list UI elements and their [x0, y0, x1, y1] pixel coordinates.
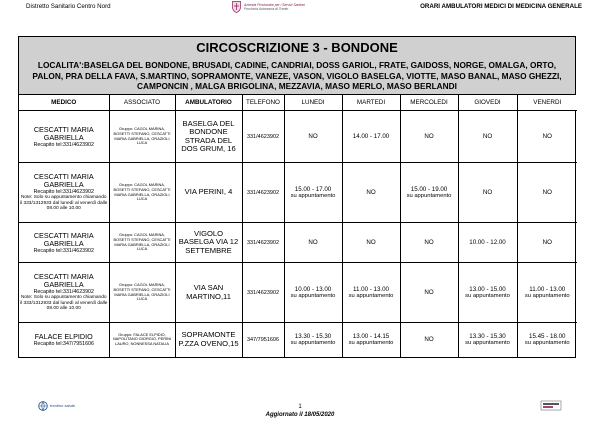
schedule-cell-venerdi	[517, 263, 577, 323]
apss-logo	[232, 0, 364, 14]
column-header-venerdi: VENERDI	[517, 95, 577, 111]
doctor-cell	[19, 263, 109, 323]
schedule-cell-giovedi	[458, 111, 517, 163]
schedule-hours: 13.30 - 15.30	[294, 332, 332, 340]
schedule-note: su appuntamento	[524, 292, 570, 299]
schedule-cell-lunedi	[284, 323, 342, 357]
schedule-cell-venerdi	[517, 323, 577, 357]
schedule-note: su appuntamento	[465, 339, 510, 346]
schedule-note: su appuntamento	[465, 292, 510, 299]
phone-cell: 347/7951606	[242, 323, 284, 357]
schedule-hours: NO	[424, 336, 434, 344]
document-heading: ORARI AMBULATORI MEDICI DI MEDICINA GENERALE	[420, 3, 582, 10]
clinic-address-cell: VIA PERINI, 4	[175, 163, 242, 223]
schedule-cell-martedi	[342, 111, 400, 163]
associate-cell: Gruppo: CAGOL MARINA, BOSETTI STEFANO, CESCATTI MARIA GABRIELLA, GRAZIOLI LUCA	[109, 263, 175, 323]
schedule-note: su appuntamento	[348, 292, 394, 299]
district-name: Distretto Sanitario Centro Nord	[26, 3, 111, 10]
schedule-note: su appuntamento	[524, 339, 570, 346]
district-title: CIRCOSCRIZIONE 3 - BONDONE	[196, 40, 398, 55]
doctor-name: FALACE ELPIDIO	[34, 331, 93, 341]
column-header-martedi: MARTEDI	[342, 95, 400, 111]
schedule-cell-giovedi	[458, 163, 517, 223]
column-header-associato: ASSOCIATO	[109, 95, 175, 111]
logo-subtitle: Provincia Autonoma di Trento	[244, 7, 289, 11]
schedule-cell-mercoledi	[400, 111, 458, 163]
doctor-cell	[19, 163, 109, 223]
table-body	[19, 111, 577, 357]
doctor-contact: Recapito tel:331/4623902	[33, 141, 94, 148]
doctor-note: Note: Solo su appuntamento chiamando il 333/1312933 dal lunedì al venerdì dalle 08.00 alle 10.00	[20, 195, 108, 212]
table-row	[19, 263, 577, 323]
doctor-cell	[19, 111, 109, 163]
schedule-cell-venerdi	[517, 111, 577, 163]
doctor-contact: Recapito tel:331/4623902	[33, 189, 94, 196]
schedule-cell-giovedi	[458, 323, 517, 357]
schedule-hours: 10.00 - 12.00	[469, 239, 506, 246]
doctor-name: CESCATTI MARIA GABRIELLA	[33, 124, 94, 142]
column-header-lunedi: LUNEDI	[284, 95, 342, 111]
schedule-cell-mercoledi	[400, 263, 458, 323]
schedule-note: su appuntamento	[406, 192, 452, 199]
doctor-name: CESCATTI MARIA GABRIELLA	[33, 272, 94, 290]
schedule-note: su appuntamento	[290, 339, 336, 346]
schedule-cell-martedi	[342, 323, 400, 357]
schedule-hours: NO	[424, 239, 434, 246]
column-header-mercoledi: MERCOLEDI	[400, 95, 458, 111]
schedule-hours: NO	[542, 133, 552, 140]
schedule-cell-martedi	[342, 223, 400, 263]
apss-small-logo	[540, 400, 562, 411]
doctor-name: CESCATTI MARIA GABRIELLA	[33, 230, 94, 248]
schedule-cell-mercoledi	[400, 163, 458, 223]
column-header-ambulatorio: AMBULATORIO	[175, 95, 242, 111]
schedule-hours: NO	[424, 133, 434, 140]
table-row	[19, 111, 577, 163]
schedule-cell-mercoledi	[400, 223, 458, 263]
last-updated: Aggiornato il 18/05/2020	[265, 412, 335, 418]
schedule-hours: NO	[542, 239, 552, 246]
coat-of-arms-icon	[232, 1, 241, 13]
associate-cell: Gruppo: CAGOL MARINA, BOSETTI STEFANO, CESCATTI MARIA GABRIELLA, GRAZIOLI LUCA	[109, 223, 175, 263]
schedule-hours: NO	[366, 239, 376, 246]
schedule-hours: NO	[308, 133, 318, 140]
schedule-cell-mercoledi	[400, 323, 458, 357]
schedule-table	[19, 95, 577, 357]
table-row	[19, 163, 577, 223]
schedule-cell-giovedi	[458, 223, 517, 263]
schedule-hours: 11.00 - 13.00	[529, 285, 566, 293]
schedule-hours: 10.00 - 13.00	[294, 285, 332, 293]
phone-cell: 331/4623902	[242, 163, 284, 223]
schedule-note: su appuntamento	[290, 292, 336, 299]
schedule-hours: 13.30 - 15.30	[469, 332, 506, 340]
doctor-contact: Recapito tel:331/4623902	[33, 247, 94, 254]
schedule-cell-lunedi	[284, 163, 342, 223]
schedule-hours: 13.00 - 15.00	[469, 285, 506, 293]
phone-cell: 331/4623902	[242, 223, 284, 263]
column-header-telefono: TELEFONO	[242, 95, 284, 111]
schedule-hours: NO	[424, 289, 434, 296]
column-header-medico: MEDICO	[19, 95, 109, 111]
doctor-name: CESCATTI MARIA GABRIELLA	[33, 172, 94, 190]
schedule-sheet	[18, 36, 576, 358]
schedule-hours: 15.00 - 19.00	[410, 185, 448, 193]
schedule-cell-martedi	[342, 263, 400, 323]
associate-cell: Gruppo: CAGOL MARINA, BOSETTI STEFANO, CESCATTI MARIA GABRIELLA, GRAZIOLI LUCA	[109, 163, 175, 223]
schedule-hours: NO	[542, 189, 552, 196]
associate-cell: Gruppo: FALACE ELPIDIO, NAPOLITANO GIORGIO, PERINI LAURO, NONNESSA NATALIA	[109, 323, 175, 357]
doctor-contact: Recapito tel:331/4623902	[33, 289, 94, 296]
doctor-note: Note: Solo su appuntamento chiamando il 333/1312933 dal lunedì al venerdì dalle 08.00 alle 10.00	[20, 295, 108, 312]
clinic-address-cell: BASELGA DEL BONDONE STRADA DEL DOS GRUM, 16	[175, 111, 242, 163]
schedule-hours: 13.00 - 14.15	[352, 332, 390, 340]
schedule-hours: 15.45 - 18.00	[529, 332, 566, 340]
schedule-cell-lunedi	[284, 111, 342, 163]
clinic-address-cell: VIGOLO BASELGA VIA 12 SETTEMBRE	[175, 223, 242, 263]
table-row	[19, 323, 577, 357]
doctor-cell	[19, 223, 109, 263]
schedule-cell-lunedi	[284, 263, 342, 323]
doctor-contact: Recapito tel:347/7951606	[33, 340, 94, 347]
schedule-cell-lunedi	[284, 223, 342, 263]
phone-cell: 331/4623902	[242, 263, 284, 323]
trentino-salute-label: trentino salute	[50, 403, 76, 408]
schedule-cell-martedi	[342, 163, 400, 223]
schedule-note: su appuntamento	[290, 192, 336, 199]
schedule-hours: NO	[482, 133, 493, 140]
table-row	[19, 223, 577, 263]
doctor-cell	[19, 323, 109, 357]
localities-list: LOCALITA':BASELGA DEL BONDONE, BRUSADI, CADINE, CANDRIAI, DOSS GARIOL, FRATE, GAIDOSS, NORGE, OMALGA, ORTO, PALON, PRA DELLA FAVA, S.MARTINO, SOPRAMONTE, VANEZE, VASON, VIGOLO BASELGA, VIOTTE, MASO BANAL, MASO GHEZZI, CAMPONCIN , MALGA BRIGOLINA, MEZZAVIA, MASO MERLO, MASO BERLANDI	[32, 60, 562, 91]
footer	[0, 403, 600, 419]
header-row	[19, 95, 577, 111]
schedule-hours: 11.00 - 13.00	[352, 285, 389, 293]
schedule-cell-giovedi	[458, 263, 517, 323]
title-band	[19, 37, 575, 95]
schedule-cell-venerdi	[517, 223, 577, 263]
logo-title: Azienda Provinciale per i Servizi Sanitari	[244, 2, 305, 7]
clinic-address-cell: VIA SAN MARTINO,11	[175, 263, 242, 323]
page-number: 1	[298, 404, 302, 410]
clinic-address-cell: SOPRAMONTE P.ZZA OVENO,15	[175, 323, 242, 357]
schedule-hours: NO	[366, 189, 376, 196]
phone-cell: 331/4623902	[242, 111, 284, 163]
schedule-cell-venerdi	[517, 163, 577, 223]
schedule-hours: NO	[308, 239, 318, 246]
associate-cell: Gruppo: CAGOL MARINA, BOSETTI STEFANO, CESCATTI MARIA GABRIELLA, GRAZIOLI LUCA	[109, 111, 175, 163]
schedule-note: su appuntamento	[348, 339, 394, 346]
schedule-hours: 14.00 - 17.00	[352, 133, 390, 140]
column-header-giovedi: GIOVEDI	[458, 95, 517, 111]
schedule-hours: 15.00 - 17.00	[294, 185, 332, 193]
schedule-hours: NO	[482, 189, 493, 196]
